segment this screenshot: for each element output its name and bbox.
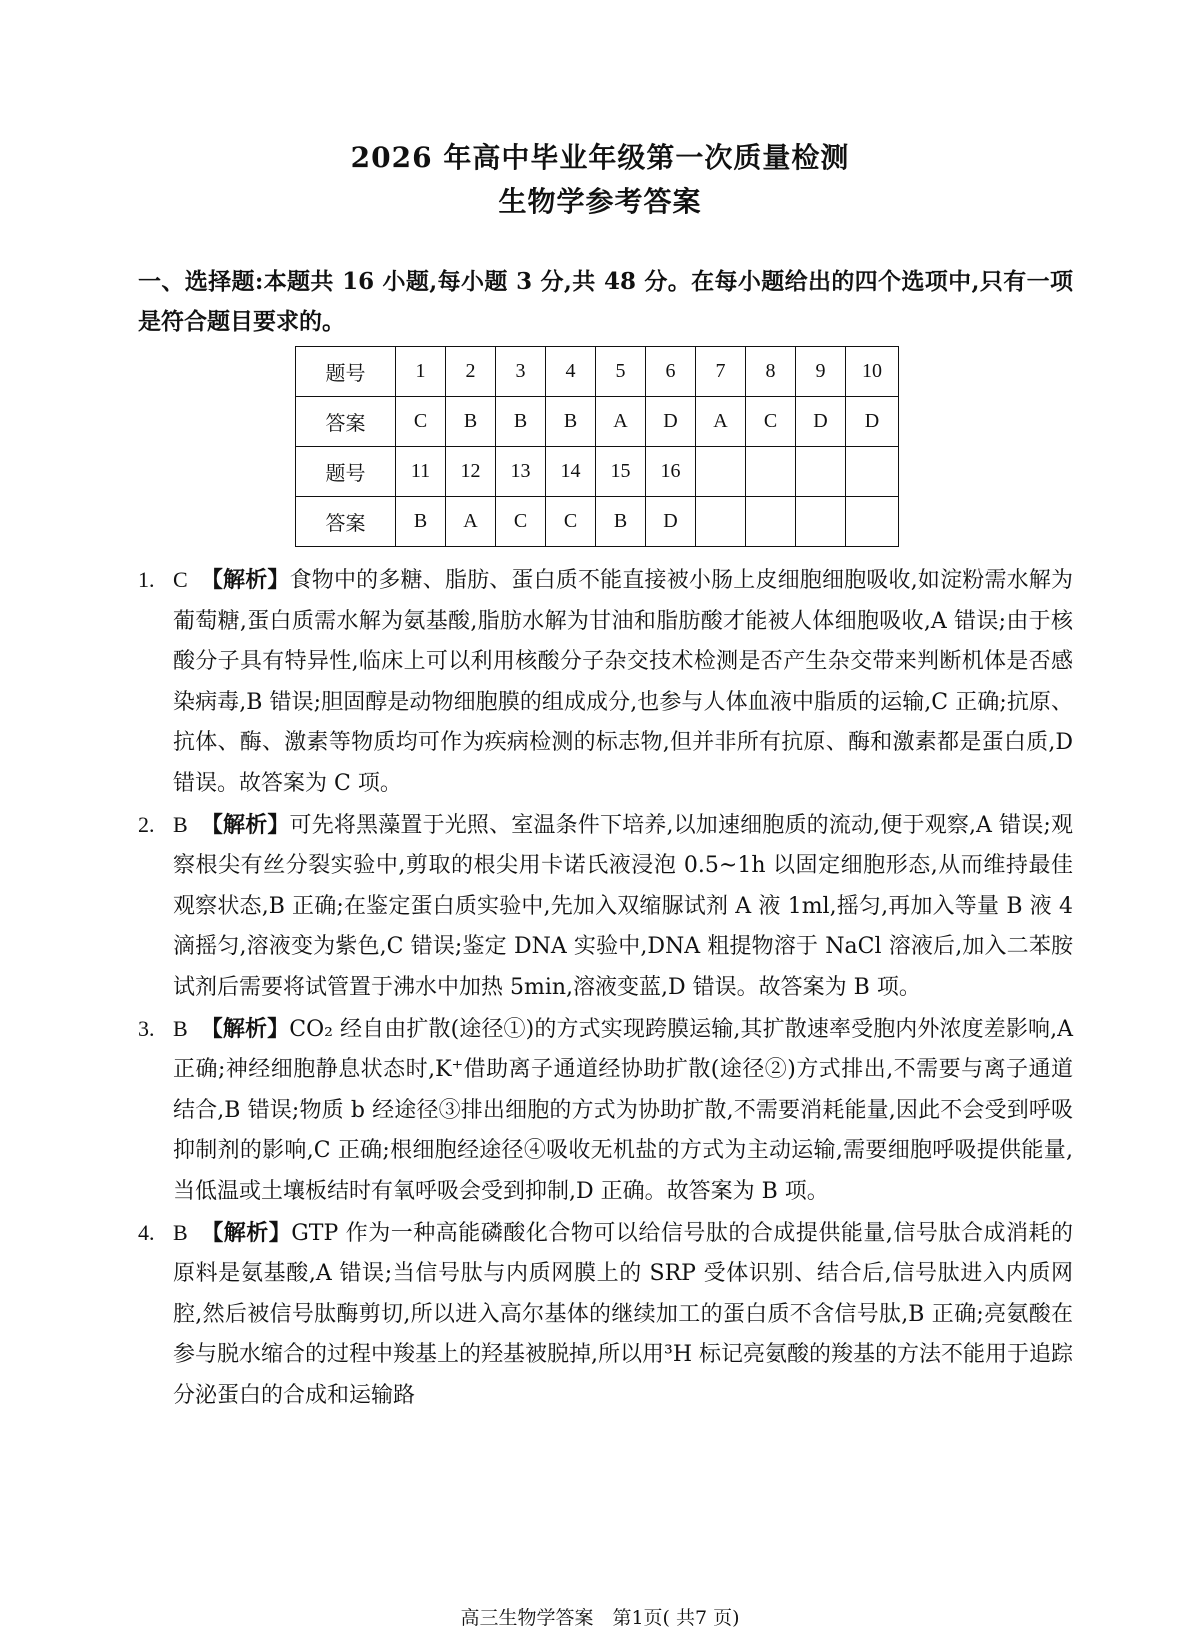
empty-cell [746, 497, 796, 547]
list-item [138, 1213, 1073, 1417]
item-text: 食物中的多糖、脂肪、蛋白质不能直接被小肠上皮细胞细胞吸收,如淀粉需水解为葡萄糖,蛋白质需水解为氨基酸,脂肪水解为甘油和脂肪酸才能被人体细胞吸收,A 错误;由于核酸分子具有特异性,临床上可以利用核酸分子杂交技术检测是否产生杂交带来判断机体是否感染病毒,B 错误;胆固醇是动物细胞膜的组成成分,也参与人体血液中脂质的运输,C 正确;抗原、抗体、酶、激素等物质均可作为疾病检测的标志物,但并非所有抗原、酶和激素都是蛋白质,D 错误。故答案为 C 项。 [173, 568, 1073, 796]
question-number: 16 [646, 447, 696, 497]
question-number: 4 [546, 347, 596, 397]
question-number: 1 [396, 347, 446, 397]
item-number: 2. [138, 811, 155, 837]
answer-cell: C [546, 497, 596, 547]
question-number: 8 [746, 347, 796, 397]
question-number: 7 [696, 347, 746, 397]
row-label: 题号 [296, 447, 396, 497]
table-row [296, 447, 899, 497]
empty-cell [796, 497, 846, 547]
item-answer: B [173, 811, 188, 837]
empty-cell [796, 447, 846, 497]
document-subtitle: 生物学参考答案 [498, 185, 702, 218]
row-label: 题号 [296, 347, 396, 397]
answer-cell: B [596, 497, 646, 547]
item-number: 3. [138, 1015, 155, 1041]
document-title: 2026 年高中毕业年级第一次质量检测 [350, 141, 850, 174]
empty-cell [746, 447, 796, 497]
question-number: 12 [446, 447, 496, 497]
answer-cell: A [596, 397, 646, 447]
answer-cell: D [646, 397, 696, 447]
list-item [138, 1009, 1073, 1213]
item-number: 1. [138, 567, 155, 592]
answer-cell: C [746, 397, 796, 447]
table-row [296, 497, 899, 547]
table-row [296, 347, 899, 397]
item-answer: C [173, 567, 188, 592]
item-answer: B [173, 1219, 188, 1245]
answer-table [295, 346, 899, 547]
answer-cell: D [646, 497, 696, 547]
list-item [138, 560, 1073, 805]
question-number: 10 [846, 347, 899, 397]
question-number: 15 [596, 447, 646, 497]
item-answer: B [173, 1015, 188, 1041]
empty-cell [696, 447, 746, 497]
answer-cell: B [446, 397, 496, 447]
section-heading: 一、选择题:本题共 16 小题,每小题 3 分,共 48 分。在每小题给出的四个选项中,只有一项是符合题目要求的。 [138, 268, 1073, 335]
answer-cell: C [396, 397, 446, 447]
answer-cell: B [546, 397, 596, 447]
question-number: 13 [496, 447, 546, 497]
answer-cell: A [446, 497, 496, 547]
analysis-tag: 【解析】 [201, 1219, 292, 1246]
question-number: 11 [396, 447, 446, 497]
question-number: 5 [596, 347, 646, 397]
answer-cell: D [796, 397, 846, 447]
question-number: 6 [646, 347, 696, 397]
question-number: 3 [496, 347, 546, 397]
empty-cell [846, 497, 899, 547]
item-text: 可先将黑藻置于光照、室温条件下培养,以加速细胞质的流动,便于观察,A 错误;观察根尖有丝分裂实验中,剪取的根尖用卡诺氏液浸泡 0.5~1h 以固定细胞形态,从而维持最佳观察状态,B 正确;在鉴定蛋白质实验中,先加入双缩脲试剂 A 液 1ml,摇匀,再加入等量 B 液 4 滴摇匀,溶液变为紫色,C 错误;鉴定 DNA 实验中,DNA 粗提物溶于 NaCl 溶液后,加入二苯胺试剂后需要将试管置于沸水中加热 5min,溶液变蓝,D 错误。故答案为 B 项。 [173, 812, 1073, 1000]
question-number: 14 [546, 447, 596, 497]
answer-cell: B [396, 497, 446, 547]
question-number: 9 [796, 347, 846, 397]
page-footer: 高三生物学答案 第1页( 共7 页) [460, 1607, 740, 1629]
table-row [296, 397, 899, 447]
answer-cell: B [496, 397, 546, 447]
analysis-tag: 【解析】 [200, 1015, 290, 1042]
question-number: 2 [446, 347, 496, 397]
list-item [138, 805, 1073, 1009]
item-text: CO₂ 经自由扩散(途径①)的方式实现跨膜运输,其扩散速率受胞内外浓度差影响,A 正确;神经细胞静息状态时,K⁺借助离子通道经协助扩散(途径②)方式排出,不需要与离子通道结合,B 错误;物质 b 经途径③排出细胞的方式为协助扩散,不需要消耗能量,因此不会受到呼吸抑制剂的影响,C 正确;根细胞经途径④吸收无机盐的方式为主动运输,需要细胞呼吸提供能量,当低温或土壤板结时有氧呼吸会受到抑制,D 正确。故答案为 B 项。 [173, 1016, 1073, 1204]
answer-cell: C [496, 497, 546, 547]
answer-cell: A [696, 397, 746, 447]
analysis-tag: 【解析】 [200, 811, 290, 838]
item-text: GTP 作为一种高能磷酸化合物可以给信号肽的合成提供能量,信号肽合成消耗的原料是氨基酸,A 错误;当信号肽与内质网膜上的 SRP 受体识别、结合后,信号肽进入内质网腔,然后被信号肽酶剪切,所以进入高尔基体的继续加工的蛋白质不含信号肽,B 正确;亮氨酸在参与脱水缩合的过程中羧基上的羟基被脱掉,所以用³H 标记亮氨酸的羧基的方法不能用于追踪分泌蛋白的合成和运输路 [173, 1220, 1073, 1408]
empty-cell [846, 447, 899, 497]
empty-cell [696, 497, 746, 547]
analysis-tag: 【解析】 [200, 567, 290, 593]
answer-cell: D [846, 397, 899, 447]
row-label: 答案 [296, 497, 396, 547]
row-label: 答案 [296, 397, 396, 447]
item-number: 4. [138, 1219, 155, 1245]
explanation-list [138, 560, 1073, 1416]
